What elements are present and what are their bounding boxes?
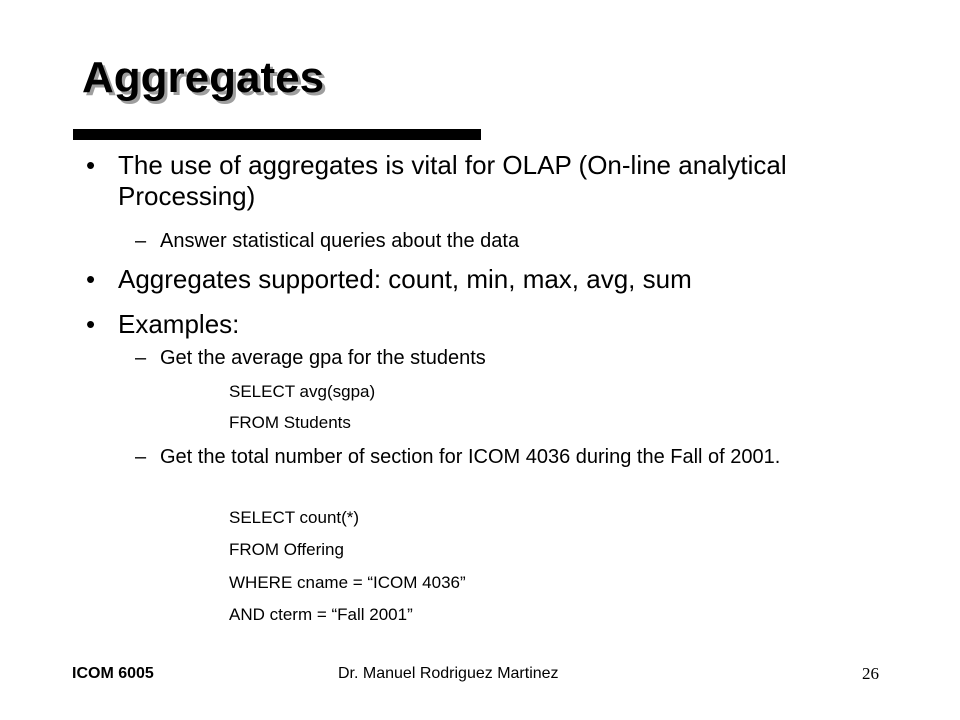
- slide-title: Aggregates: [82, 53, 325, 102]
- title-underline: [73, 129, 481, 140]
- sql-line: SELECT count(*): [229, 508, 360, 527]
- sub-bullet-average-gpa: Get the average gpa for the students: [160, 347, 486, 369]
- sub-bullet-statistical-queries: Answer statistical queries about the data: [160, 230, 520, 252]
- sub-bullet-total-sections: Get the total number of section for ICOM 4036 during the Fall of 2001.: [160, 446, 781, 468]
- footer-course: ICOM 6005: [72, 665, 154, 682]
- bullet-aggregates-supported: Aggregates supported: count, min, max, avg, sum: [118, 264, 692, 294]
- footer-page-number: 26: [862, 664, 879, 683]
- dash-marker: –: [135, 347, 147, 369]
- sql-line: AND cterm = “Fall 2001”: [229, 605, 413, 624]
- sql-line: SELECT avg(sgpa): [229, 382, 376, 401]
- dash-marker: –: [135, 230, 147, 252]
- sql-line: FROM Offering: [229, 540, 344, 559]
- bullet-marker: •: [86, 264, 96, 294]
- bullet-marker: •: [86, 150, 96, 180]
- dash-marker: –: [135, 446, 147, 468]
- bullet-examples: Examples:: [118, 309, 240, 339]
- bullet-olap: The use of aggregates is vital for OLAP (On-line analytical Processing): [118, 150, 787, 211]
- bullet-marker: •: [86, 309, 96, 339]
- sql-line: WHERE cname = “ICOM 4036”: [229, 573, 466, 592]
- footer-author: Dr. Manuel Rodriguez Martinez: [338, 665, 559, 682]
- sql-line: FROM Students: [229, 413, 351, 432]
